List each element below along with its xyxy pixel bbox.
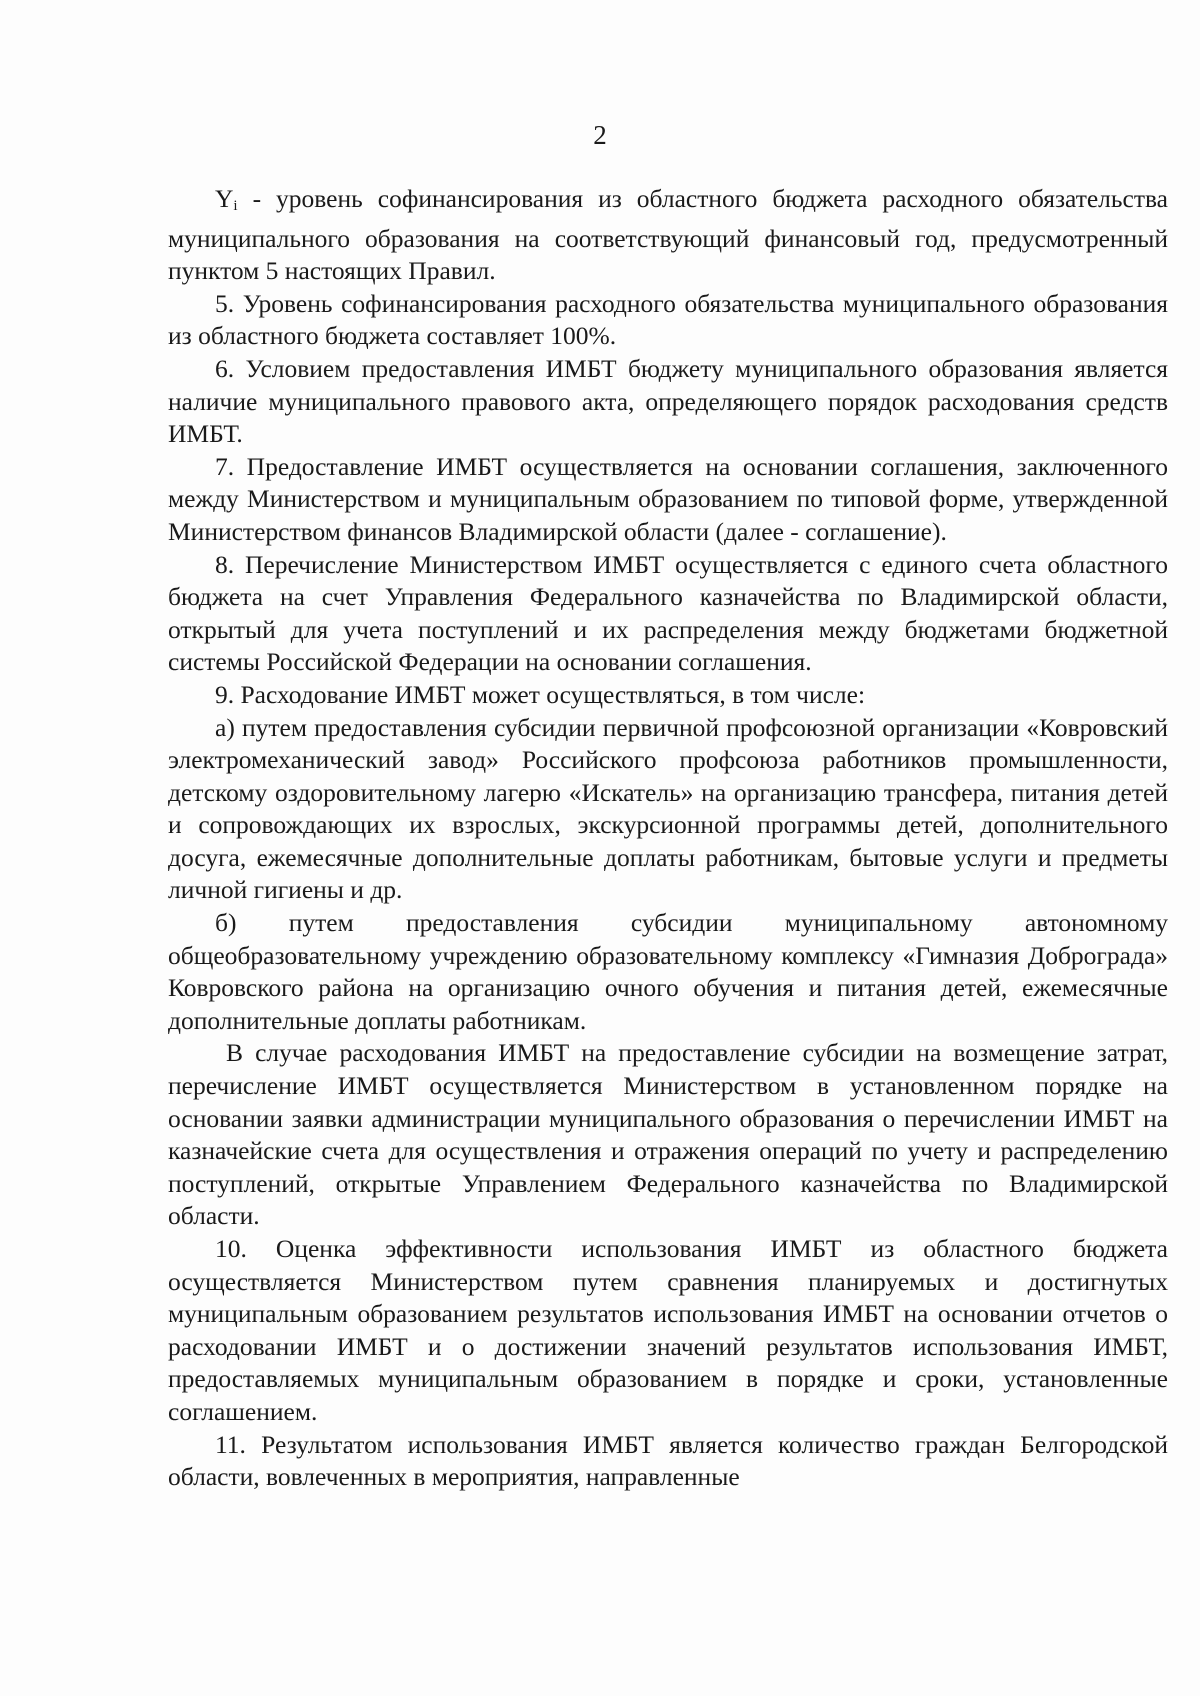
document-body	[168, 183, 1168, 1494]
paragraph-reimbursement: В случае расходования ИМБТ на предоставление субсидии на возмещение затрат, перечисление ИМБТ осуществляется Министерством в установленном порядке на основании заявки администрации муниципального образования о перечислении ИМБТ на казначейские счета для осуществления и отражения операций по учету и распределению поступлений, открытые Управлением Федерального казначейства по Владимирской области.	[168, 1038, 1168, 1231]
paragraph-10: 10. Оценка эффективности использования ИМБТ из областного бюджета осуществляется Министерством путем сравнения планируемых и достигнутых муниципальным образованием результатов использования ИМБТ на основании отчетов о расходовании ИМБТ и о достижении значений результатов использования ИМБТ, предоставляемых муниципальным образованием в порядке и сроки, установленные соглашением.	[168, 1234, 1168, 1426]
paragraph-7: 7. Предоставление ИМБТ осуществляется на основании соглашения, заключенного между Министерством и муниципальным образованием по типовой форме, утвержденной Министерством финансов Владимирской области (далее - соглашение).	[168, 451, 1168, 546]
paragraph-9a: а) путем предоставления субсидии первичной профсоюзной организации «Ковровский электромеханический завод» Российского профсоюза работников промышленности, детскому оздоровительному лагерю «Искатель» на организацию трансфера, питания детей и сопровождающих их взрослых, экскурсионной программы детей, дополнительного досуга, ежемесячные дополнительные доплаты работникам, бытовые услуги и предметы личной гигиены и др.	[168, 712, 1168, 905]
variable-subscript: i	[233, 198, 238, 214]
paragraph-6: 6. Условием предоставления ИМБТ бюджету муниципального образования является наличие муниципального правового акта, определяющего порядок расходования средств ИМБТ.	[168, 353, 1168, 449]
paragraph-9b: б) путем предоставления субсидии муниципальному автономному общеобразовательному учреждению образовательному комплексу «Гимназия Доброграда» Ковровского района на организацию очного обучения и питания детей, ежемесячные дополнительные доплаты работникам.	[168, 908, 1168, 1035]
paragraph-yi-definition	[168, 183, 1168, 288]
variable-symbol: Y	[215, 184, 234, 213]
page-number: 2	[593, 120, 607, 150]
paragraph-5: 5. Уровень софинансирования расходного обязательства муниципального образования из областного бюджета составляет 100%.	[168, 288, 1168, 351]
paragraph-8: 8. Перечисление Министерством ИМБТ осуществляется с единого счета областного бюджета на счет Управления Федерального казначейства по Владимирской области, открытый для учета поступлений и их распределения между бюджетами бюджетной системы Российской Федерации на основании соглашения.	[168, 549, 1168, 677]
paragraph-9: 9. Расходование ИМБТ может осуществляться, в том числе:	[215, 679, 866, 709]
paragraph-text: - уровень софинансирования из областного бюджета расходного обязательства муниципального образования на соответствующий финансовый год, предусмотренный пунктом 5 настоящих Правил.	[168, 184, 1168, 286]
paragraph-11: 11. Результатом использования ИМБТ является количество граждан Белгородской области, вовлеченных в мероприятия, направленные	[168, 1429, 1168, 1492]
